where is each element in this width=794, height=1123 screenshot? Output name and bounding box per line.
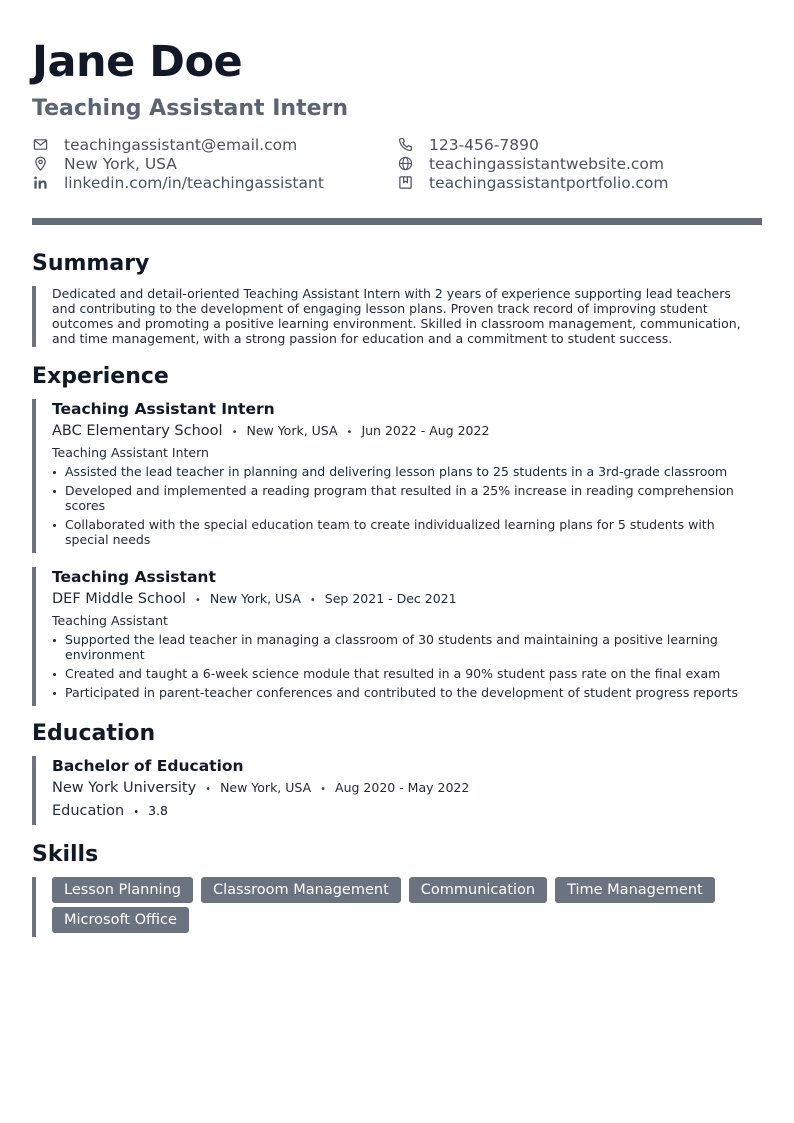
job-location: New York, USA bbox=[246, 423, 338, 438]
separator-dot: • bbox=[309, 595, 316, 606]
separator-dot: • bbox=[320, 784, 327, 795]
contact-website[interactable] bbox=[397, 154, 762, 173]
contact-phone[interactable] bbox=[397, 135, 762, 154]
header-divider bbox=[32, 218, 762, 225]
education-entry bbox=[32, 756, 762, 825]
education-meta bbox=[52, 779, 762, 799]
skills-heading: Skills bbox=[32, 842, 99, 867]
job-subtitle: Teaching Assistant bbox=[52, 613, 168, 628]
mail-icon bbox=[32, 137, 48, 153]
resume-page bbox=[32, 36, 762, 937]
job-organization: DEF Middle School bbox=[52, 591, 186, 607]
candidate-name: Jane Doe bbox=[32, 37, 243, 87]
education-field-line bbox=[52, 801, 762, 823]
school-location: New York, USA bbox=[220, 780, 312, 795]
job-entry bbox=[32, 567, 762, 706]
job-entry bbox=[32, 399, 762, 553]
job-dates: Jun 2022 - Aug 2022 bbox=[361, 423, 490, 438]
map-pin-icon bbox=[32, 156, 48, 172]
summary-heading: Summary bbox=[32, 251, 150, 276]
job-meta bbox=[52, 422, 762, 442]
job-bullet: Assisted the lead teacher in planning and delivering lesson plans to 25 students in a 3rd-grade classroom bbox=[52, 464, 762, 479]
website-text: teachingassistantwebsite.com bbox=[429, 154, 665, 173]
job-location: New York, USA bbox=[209, 591, 301, 606]
job-bullets bbox=[52, 464, 762, 547]
separator-dot: • bbox=[194, 595, 201, 606]
education-field: Education bbox=[52, 803, 125, 819]
candidate-role: Teaching Assistant Intern bbox=[32, 96, 349, 121]
skills-list bbox=[52, 877, 752, 937]
separator-dot: • bbox=[346, 427, 353, 438]
job-bullet: Collaborated with the special education team to create individualized learning plans for 5 students with special needs bbox=[52, 517, 762, 547]
education-heading: Education bbox=[32, 721, 156, 746]
contact-linkedin[interactable] bbox=[32, 173, 397, 192]
location-text: New York, USA bbox=[64, 154, 177, 173]
separator-dot: • bbox=[133, 807, 140, 818]
job-bullet: Created and taught a 6-week science module that resulted in a 90% student pass rate on the final exam bbox=[52, 666, 762, 681]
degree-title: Bachelor of Education bbox=[52, 757, 244, 775]
linkedin-icon bbox=[32, 175, 48, 191]
job-subtitle: Teaching Assistant Intern bbox=[52, 445, 209, 460]
job-bullet: Developed and implemented a reading program that resulted in a 25% increase in reading comprehension scores bbox=[52, 483, 762, 513]
contact-location bbox=[32, 154, 397, 173]
job-bullets bbox=[52, 632, 762, 700]
education-dates: Aug 2020 - May 2022 bbox=[335, 780, 470, 795]
skill-chip: Time Management bbox=[555, 877, 715, 903]
contact-portfolio[interactable] bbox=[397, 173, 762, 192]
job-organization: ABC Elementary School bbox=[52, 423, 223, 439]
globe-icon bbox=[397, 156, 413, 172]
phone-text: 123-456-7890 bbox=[429, 135, 539, 154]
skill-chip: Microsoft Office bbox=[52, 907, 189, 933]
job-title: Teaching Assistant Intern bbox=[52, 400, 275, 418]
separator-dot: • bbox=[205, 784, 212, 795]
bookmark-icon bbox=[397, 175, 413, 191]
email-text: teachingassistant@email.com bbox=[64, 135, 298, 154]
summary-text: Dedicated and detail-oriented Teaching Assistant Intern with 2 years of experience supporting lead teachers and contributing to the development of engaging lesson plans. Proven track record of improving student outcomes and promoting a positive learning environment. Skilled in classroom management, communication, and time management, with a strong passion for education and a commitment to student success. bbox=[32, 286, 762, 347]
contact-email[interactable] bbox=[32, 135, 397, 154]
linkedin-text: linkedin.com/in/teachingassistant bbox=[64, 173, 324, 192]
job-meta bbox=[52, 590, 762, 610]
skill-chip: Lesson Planning bbox=[52, 877, 193, 903]
skill-chip: Communication bbox=[409, 877, 547, 903]
skills-block bbox=[32, 877, 762, 937]
school-name: New York University bbox=[52, 780, 197, 796]
job-title: Teaching Assistant bbox=[52, 568, 216, 586]
phone-icon bbox=[397, 137, 413, 153]
experience-heading: Experience bbox=[32, 364, 169, 389]
job-bullet: Supported the lead teacher in managing a classroom of 30 students and maintaining a positive learning environment bbox=[52, 632, 762, 662]
education-gpa: 3.8 bbox=[148, 803, 168, 818]
job-dates: Sep 2021 - Dec 2021 bbox=[324, 591, 457, 606]
job-bullet: Participated in parent-teacher conferences and contributed to the development of student progress reports bbox=[52, 685, 762, 700]
contact-info bbox=[32, 135, 762, 192]
separator-dot: • bbox=[231, 427, 238, 438]
portfolio-text: teachingassistantportfolio.com bbox=[429, 173, 669, 192]
skill-chip: Classroom Management bbox=[201, 877, 401, 903]
